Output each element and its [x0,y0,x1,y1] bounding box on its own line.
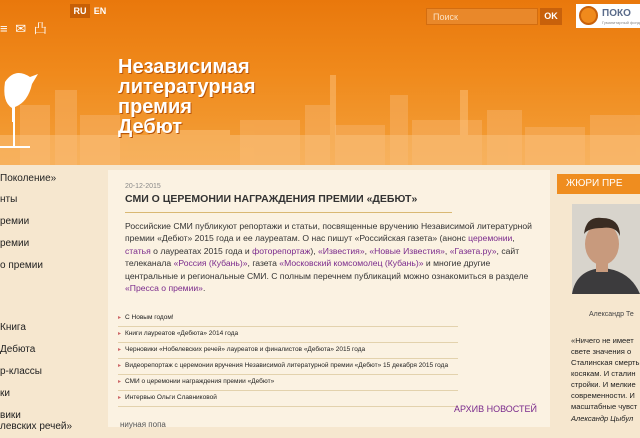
lang-en-button[interactable]: EN [93,6,107,16]
sidebar-item[interactable]: левских речей» [0,421,73,432]
main-content [108,170,550,427]
sidebar-item[interactable]: Поколение» [0,173,57,184]
news-list-item[interactable] [118,390,458,407]
partner-logo-name: ПОКО [602,8,631,19]
quote-line: стройки. И мелкие [571,380,636,389]
news-list-item[interactable] [118,326,458,343]
quote-line: косякам. И сталин [571,369,636,378]
sidebar-item[interactable]: ремии [0,216,30,227]
quote-line: «Ничего не имеет [571,336,634,345]
link-gazeta-ru[interactable]: «Газета.ру» [449,245,497,256]
partial-text: ниуная попа [120,420,166,429]
sidebar-item[interactable]: Дебюта [0,344,36,355]
site-title-line: литературная [118,76,256,98]
link-photoreport[interactable]: фоторепортаж [252,245,311,256]
bullet-icon: ▸ [118,347,122,353]
quote-line: масштабные чувст [571,402,638,411]
partner-logo[interactable] [576,4,640,28]
sidebar-item[interactable]: Книга [0,322,26,333]
sidebar-item[interactable]: нты [0,194,18,205]
quote-line: Сталинская смерть [571,358,640,367]
bullet-icon: ▸ [118,379,122,385]
news-archive-link[interactable]: АРХИВ НОВОСТЕЙ [454,404,537,414]
text: , газета [247,258,280,269]
text: . [202,283,206,294]
search-ok-button[interactable]: OK [540,8,562,25]
jury-quote [571,335,640,412]
lang-ru-button[interactable]: RU [70,4,90,18]
jury-heading[interactable]: ЖЮРИ ПРЕ [557,174,640,194]
jury-panel [557,174,640,427]
quote-line: современности. И [571,391,635,400]
sidebar-item[interactable]: вики [0,410,21,421]
link-ceremony[interactable]: церемонии [468,233,513,244]
site-title-line: Независимая [118,56,250,78]
bullet-icon: ▸ [118,331,122,337]
partner-logo-icon [579,6,598,25]
search-input[interactable]: Поиск [426,8,538,25]
partner-logo-subtitle: Гуманитарный фонд [602,20,640,25]
text: о лауреатах 2015 года и [150,245,253,256]
link-rossiya-kuban[interactable]: «Россия (Кубань)» [173,258,248,269]
jury-member-name[interactable]: Александр Те [589,311,634,318]
link-novye-izvestia[interactable]: «Новые Известия» [369,245,445,256]
jury-photo [572,204,640,294]
bullet-icon: ▸ [118,315,122,321]
text: , [512,233,515,244]
bullet-icon: ▸ [118,363,122,369]
news-list-label: Книги лауреатов «Дебюта» 2014 года [125,330,239,337]
text: , [444,245,450,256]
text: , [364,245,370,256]
quote-author: Александр Цыбул [571,414,634,423]
article-body [125,220,537,294]
quote-line: свете значения о [571,347,632,356]
sidebar-item[interactable]: ремии [0,238,30,249]
city-skyline-illustration [0,35,640,165]
link-izvestia[interactable]: «Известия» [318,245,365,256]
text: , сайт телеканала [125,245,520,269]
bullet-icon: ▸ [118,395,122,401]
text: Российские СМИ публикуют репортажи и статьи, посвященные вручению Независимой литературной премии «Дебют» 2015 года и ее лауреатам. О нас пишут «Российская газета» (анонс [125,221,532,244]
article-date: 20-12-2015 [125,183,161,190]
sidebar-menu [0,165,90,432]
header-icons[interactable]: ≡ ✉ 凸 [0,21,49,36]
news-list-item[interactable] [118,342,458,359]
jury-photo-frame[interactable] [572,204,640,294]
sidebar-item[interactable]: ки [0,388,10,399]
bird-logo-icon[interactable] [0,62,40,152]
news-list-item[interactable] [118,310,458,327]
site-title-line: Дебют [118,116,183,138]
news-list-label: Интервью Ольги Славниковой [125,394,217,401]
text: ), [310,245,318,256]
site-header [0,0,640,165]
news-list-label: СМИ о церемонии награждения премии «Дебют» [125,378,275,385]
link-article[interactable]: статья [125,245,151,256]
news-list-label: С Новым годом! [125,314,174,321]
link-press[interactable]: «Пресса о премии» [125,283,203,294]
news-list-label: Видеорепортаж с церемонии вручения Независимой литературной премии «Дебют» 15 декабря 2015 года [125,362,449,369]
news-list-item[interactable] [118,374,458,391]
site-title-line: премия [118,96,192,118]
news-list-item[interactable] [118,358,458,375]
text: и многие другие центральные и региональные СМИ. С полным перечнем публикаций можно ознакомиться в разделе [125,258,529,281]
sidebar-item[interactable]: о премии [0,260,43,271]
article-title: СМИ О ЦЕРЕМОНИИ НАГРАЖДЕНИЯ ПРЕМИИ «ДЕБЮТ» [125,193,418,205]
site-title[interactable] [118,57,258,137]
news-list-label: Черновики «Нобелевских речей» лауреатов и финалистов «Дебюта» 2015 года [125,346,366,353]
title-divider [125,212,452,213]
link-mk-kuban[interactable]: «Московский комсомолец (Кубань)» [279,258,424,269]
sidebar-item[interactable]: р-классы [0,366,42,377]
